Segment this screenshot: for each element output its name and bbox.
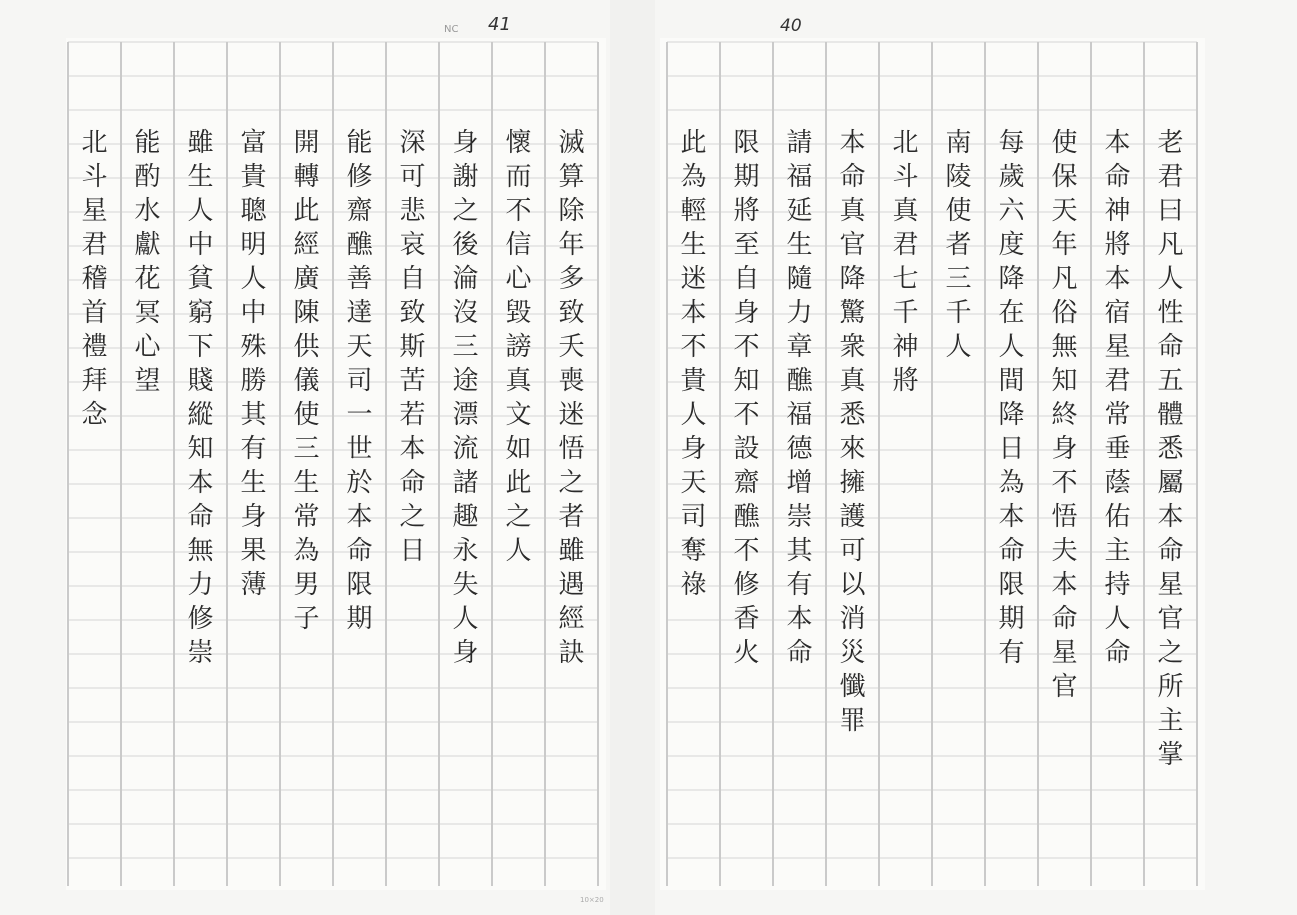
text-column: 本 命 神 將 本 宿 星 君 常 垂 蔭 佑 主 持 人 命 — [1104, 128, 1131, 668]
left-page-number: 41 — [488, 14, 511, 35]
left-page — [66, 38, 606, 890]
right-page — [660, 38, 1205, 890]
text-column: 每 歲 六 度 降 在 人 間 降 日 為 本 命 限 期 有 — [998, 128, 1025, 668]
text-column: 能 修 齋 醮 善 達 天 司 一 世 於 本 命 限 期 — [346, 128, 373, 634]
text-column: 懷 而 不 信 心 毀 謗 真 文 如 此 之 人 — [505, 128, 532, 566]
text-column: 請 福 延 生 隨 力 章 醮 福 德 增 崇 其 有 本 命 — [786, 128, 813, 668]
text-column: 限 期 將 至 自 身 不 知 不 設 齋 醮 不 修 香 火 — [733, 128, 760, 668]
text-column: 富 貴 聰 明 人 中 殊 勝 其 有 生 身 果 薄 — [240, 128, 267, 600]
text-column: 北 斗 星 君 稽 首 禮 拜 念 — [81, 128, 108, 430]
text-column: 本 命 真 官 降 驚 衆 真 悉 來 擁 護 可 以 消 災 懺 罪 — [839, 128, 866, 736]
text-column: 使 保 天 年 凡 俗 無 知 終 身 不 悟 夫 本 命 星 官 — [1051, 128, 1078, 702]
paper-format-mark: 10×20 — [580, 896, 604, 904]
library-stamp: NC — [444, 24, 459, 35]
text-column: 能 酌 水 獻 花 冥 心 望 — [134, 128, 161, 396]
right-page-number: 40 — [780, 16, 802, 36]
text-column: 北 斗 真 君 七 千 神 將 — [892, 128, 919, 396]
text-column: 老 君 曰 凡 人 性 命 五 體 悉 屬 本 命 星 官 之 所 主 掌 — [1157, 128, 1184, 770]
text-column: 南 陵 使 者 三 千 人 — [945, 128, 972, 362]
page-gutter — [610, 0, 655, 915]
text-column: 滅 算 除 年 多 致 夭 喪 迷 悟 之 者 雖 遇 經 訣 — [558, 128, 585, 668]
text-column: 身 謝 之 後 淪 沒 三 途 漂 流 諸 趣 永 失 人 身 — [452, 128, 479, 668]
text-column: 雖 生 人 中 貧 窮 下 賤 縱 知 本 命 無 力 修 崇 — [187, 128, 214, 668]
text-column: 開 轉 此 經 廣 陳 供 儀 使 三 生 常 為 男 子 — [293, 128, 320, 634]
text-column: 此 為 輕 生 迷 本 不 貴 人 身 天 司 奪 祿 — [680, 128, 707, 600]
text-column: 深 可 悲 哀 自 致 斯 苦 若 本 命 之 日 — [399, 128, 426, 566]
